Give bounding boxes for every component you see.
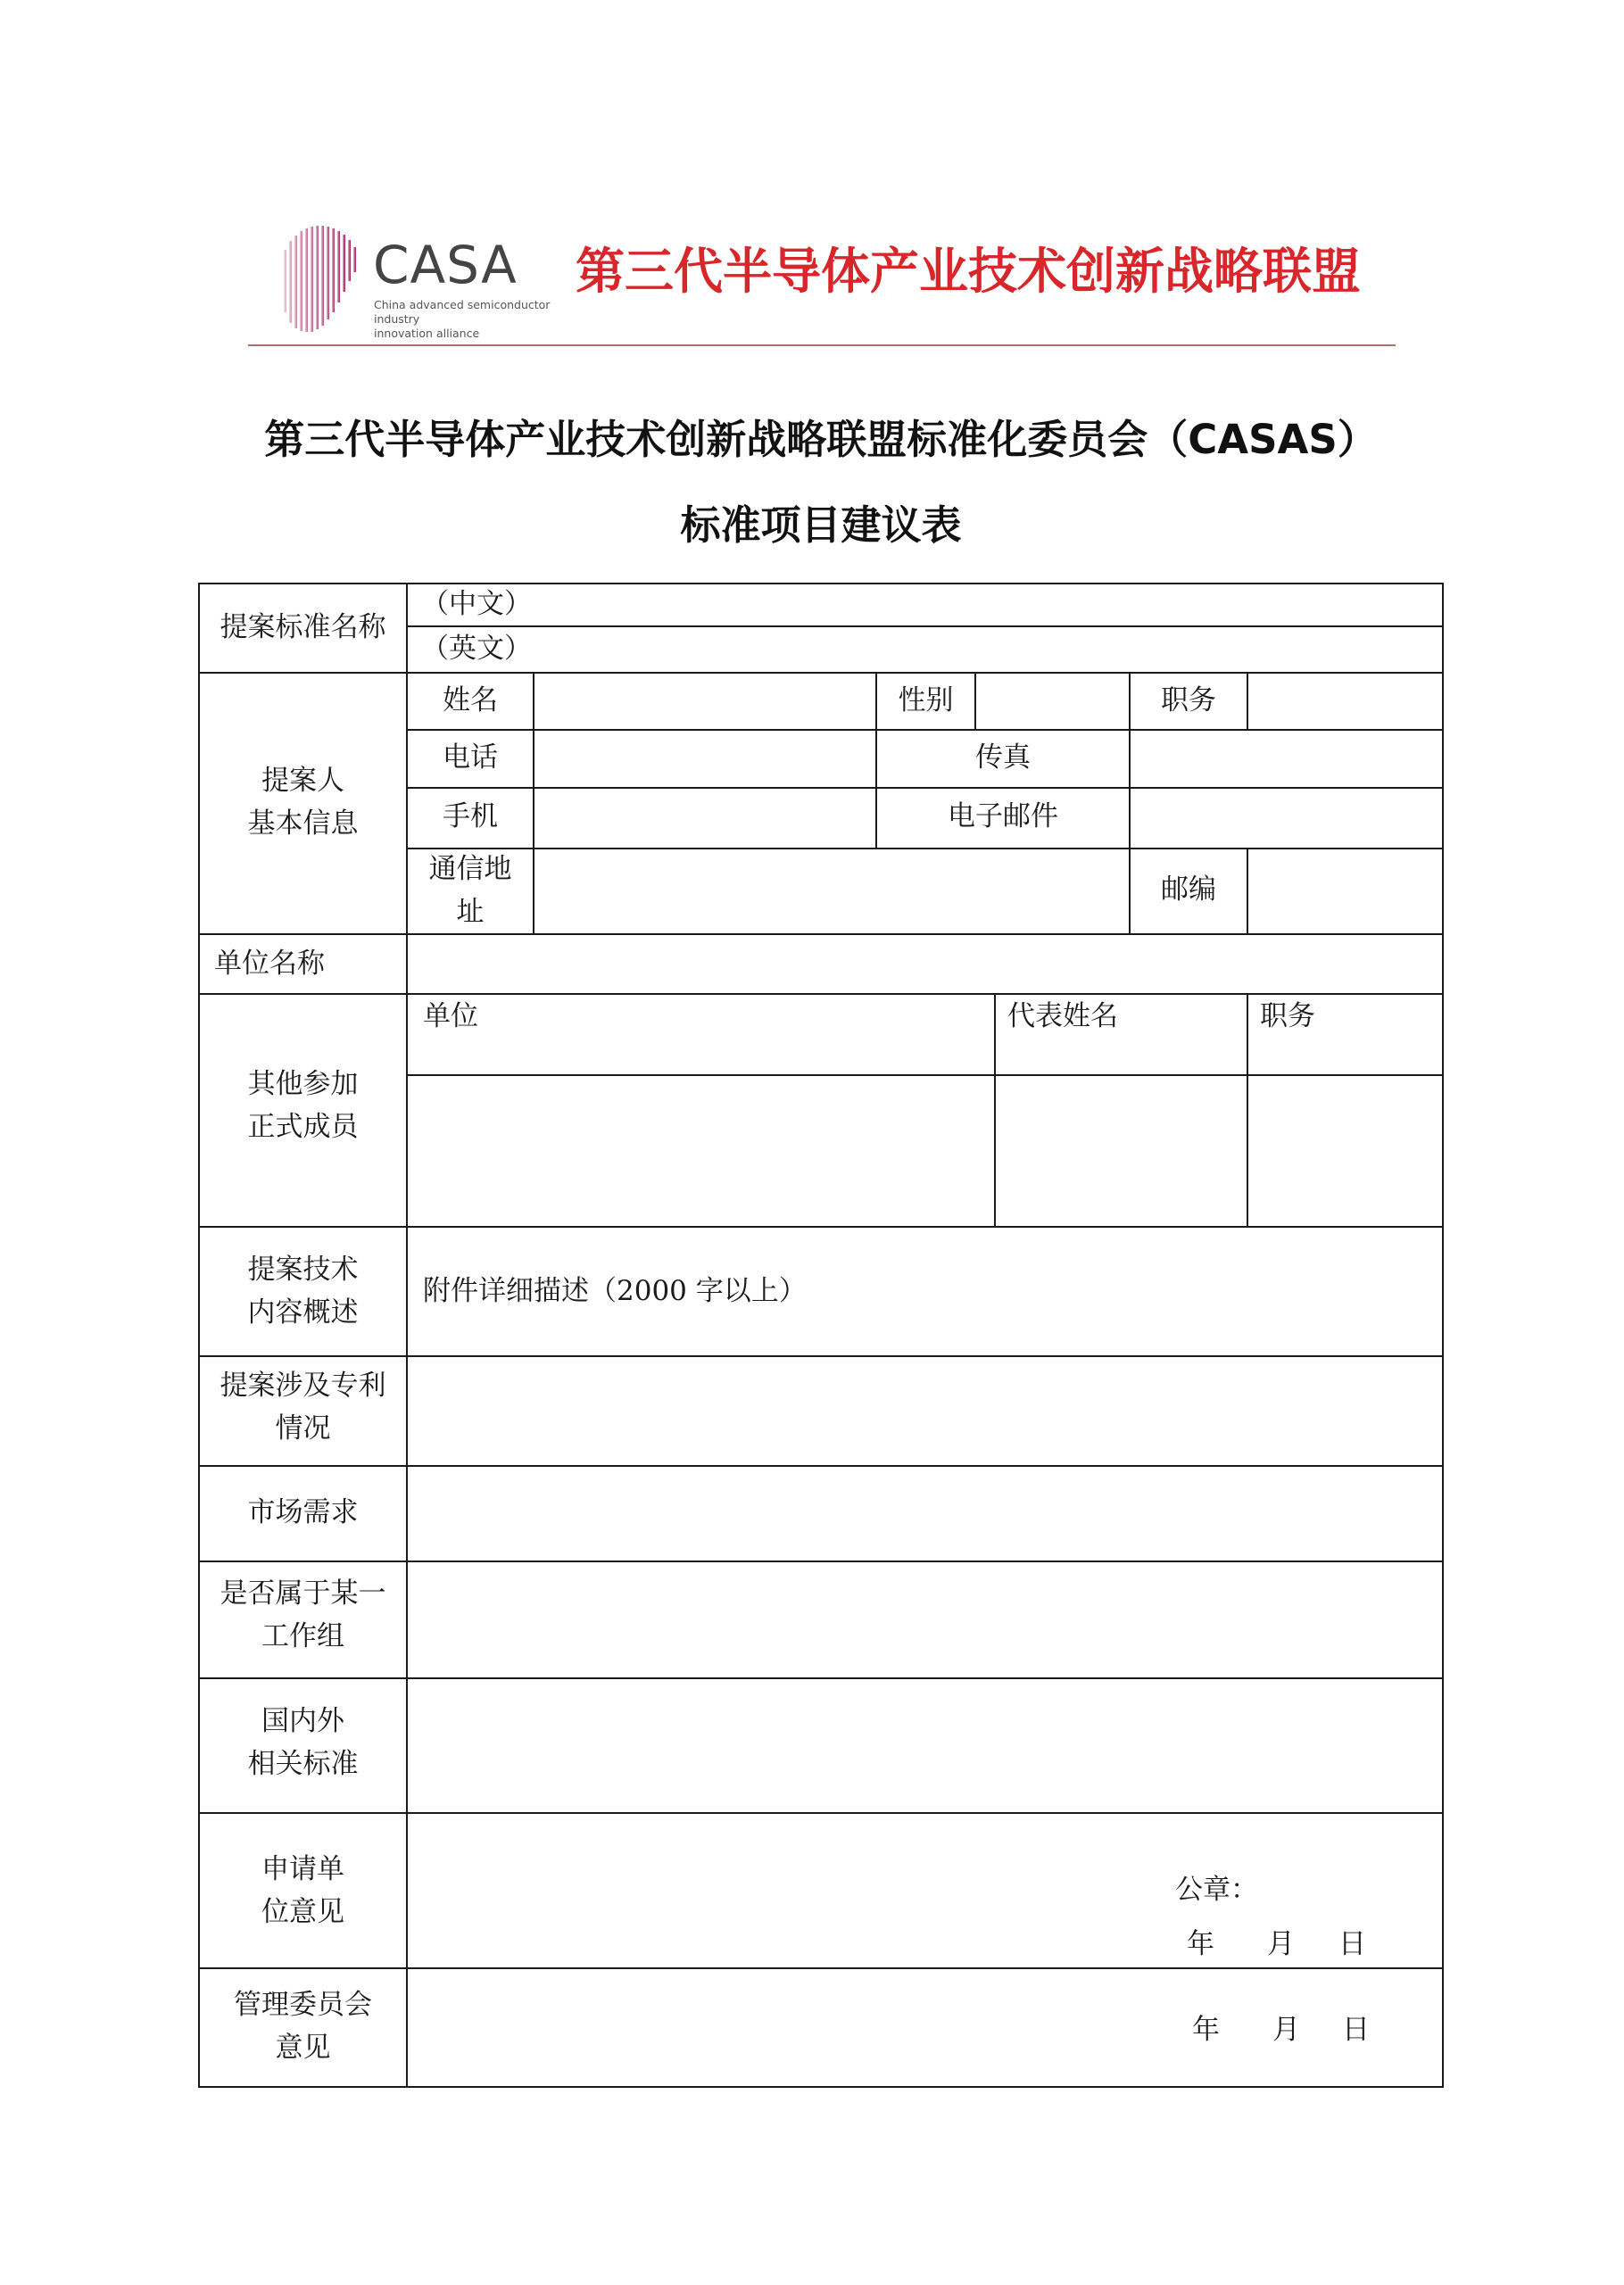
border-bottom <box>198 2086 1444 2088</box>
row-divider <box>198 1465 1444 1467</box>
logo-subtitle-line1: China advanced semiconductor industry <box>374 298 551 326</box>
label-working-group-line1: 是否属于某一 <box>220 1577 386 1610</box>
label-proposer-info <box>198 759 408 845</box>
row-divider <box>198 1967 1444 1969</box>
label-related-standards-line2: 相关标准 <box>247 1748 359 1780</box>
applicant-day-label: 日 <box>1338 1928 1366 1960</box>
proposal-form <box>198 583 1444 2088</box>
label-email: 电子邮件 <box>948 800 1058 832</box>
label-related-standards-line1: 国内外 <box>261 1705 344 1737</box>
seal-label: 公章： <box>1175 1874 1258 1906</box>
row-divider <box>198 1677 1444 1679</box>
label-unit-name: 单位名称 <box>214 948 325 980</box>
label-other-members-line1: 其他参加 <box>247 1068 359 1100</box>
label-other-members <box>198 1063 408 1148</box>
col-divider <box>1247 672 1248 729</box>
col-divider <box>1247 993 1248 1226</box>
label-postcode: 邮编 <box>1161 873 1216 906</box>
label-tech-summary <box>198 1248 408 1334</box>
label-market: 市场需求 <box>247 1496 359 1528</box>
row-divider <box>406 1074 1444 1076</box>
row-divider <box>198 1812 1444 1814</box>
label-applicant-opinion <box>198 1848 408 1933</box>
row-divider <box>406 625 1444 627</box>
document-title: 第三代半导体产业技术创新战略联盟标准化委员会（CASAS） <box>264 416 1378 463</box>
applicant-year-label: 年 <box>1187 1928 1214 1960</box>
label-applicant-opinion-line2: 位意见 <box>261 1896 344 1928</box>
col-divider <box>533 672 534 933</box>
label-fax: 传真 <box>975 741 1031 774</box>
row-divider <box>406 729 1444 731</box>
tech-summary-value: 附件详细描述（2000 字以上） <box>423 1275 807 1307</box>
column-header-unit: 单位 <box>423 1000 478 1032</box>
row-divider <box>198 993 1444 995</box>
label-mobile: 手机 <box>443 800 498 832</box>
label-committee-opinion <box>198 1983 408 2069</box>
col-divider <box>974 672 976 729</box>
label-gender: 性别 <box>898 684 954 716</box>
label-proposer-line1: 提案人 <box>261 765 344 797</box>
logo-subtitle-line2: innovation alliance <box>374 327 480 340</box>
border-right <box>1442 583 1444 2088</box>
label-patents <box>198 1364 408 1450</box>
label-other-members-line2: 正式成员 <box>247 1111 359 1143</box>
col-divider <box>1247 848 1248 933</box>
committee-year-label: 年 <box>1192 2014 1220 2046</box>
logo-subtitle <box>374 298 579 341</box>
header-divider <box>248 344 1396 346</box>
label-tech-summary-line1: 提案技术 <box>247 1254 359 1286</box>
label-proposer-line2: 基本信息 <box>247 807 359 840</box>
label-patents-line1: 提案涉及专利 <box>220 1370 386 1402</box>
column-header-representative: 代表姓名 <box>1007 1000 1118 1032</box>
row-divider <box>198 933 1444 935</box>
row-divider <box>198 1355 1444 1357</box>
proposal-name-chinese-label: （中文） <box>421 588 532 620</box>
label-address <box>408 848 533 933</box>
committee-day-label: 日 <box>1342 2014 1370 2046</box>
label-committee-opinion-line2: 意见 <box>275 2032 331 2064</box>
logo-wordmark: CASA <box>373 235 518 295</box>
label-position: 职务 <box>1161 684 1216 716</box>
proposal-name-english-label: （英文） <box>421 633 532 665</box>
row-divider <box>406 787 1444 789</box>
casa-logo-icon <box>277 223 366 335</box>
document-subtitle: 标准项目建议表 <box>680 501 962 549</box>
label-committee-opinion-line1: 管理委员会 <box>234 1989 372 2021</box>
row-divider <box>198 1561 1444 1562</box>
row-divider <box>198 1226 1444 1228</box>
label-working-group <box>198 1572 408 1658</box>
label-tech-summary-line2: 内容概述 <box>247 1296 359 1329</box>
row-divider <box>406 848 1444 849</box>
committee-month-label: 月 <box>1272 2014 1300 2046</box>
label-working-group-line2: 工作组 <box>261 1620 344 1652</box>
label-proposal-name: 提案标准名称 <box>220 611 386 643</box>
applicant-month-label: 月 <box>1267 1928 1295 1960</box>
row-divider <box>198 672 1444 674</box>
column-header-position: 职务 <box>1260 1000 1315 1032</box>
label-applicant-opinion-line1: 申请单 <box>261 1853 344 1885</box>
alliance-name: 第三代半导体产业技术创新战略联盟 <box>576 243 1362 300</box>
label-address-line2: 址 <box>456 896 485 928</box>
label-patents-line2: 情况 <box>275 1412 331 1445</box>
label-phone: 电话 <box>443 741 498 774</box>
label-related-standards <box>198 1700 408 1785</box>
label-address-line1: 通信地 <box>428 853 512 885</box>
label-name: 姓名 <box>443 684 498 716</box>
border-top <box>198 583 1444 584</box>
col-divider <box>994 993 996 1226</box>
